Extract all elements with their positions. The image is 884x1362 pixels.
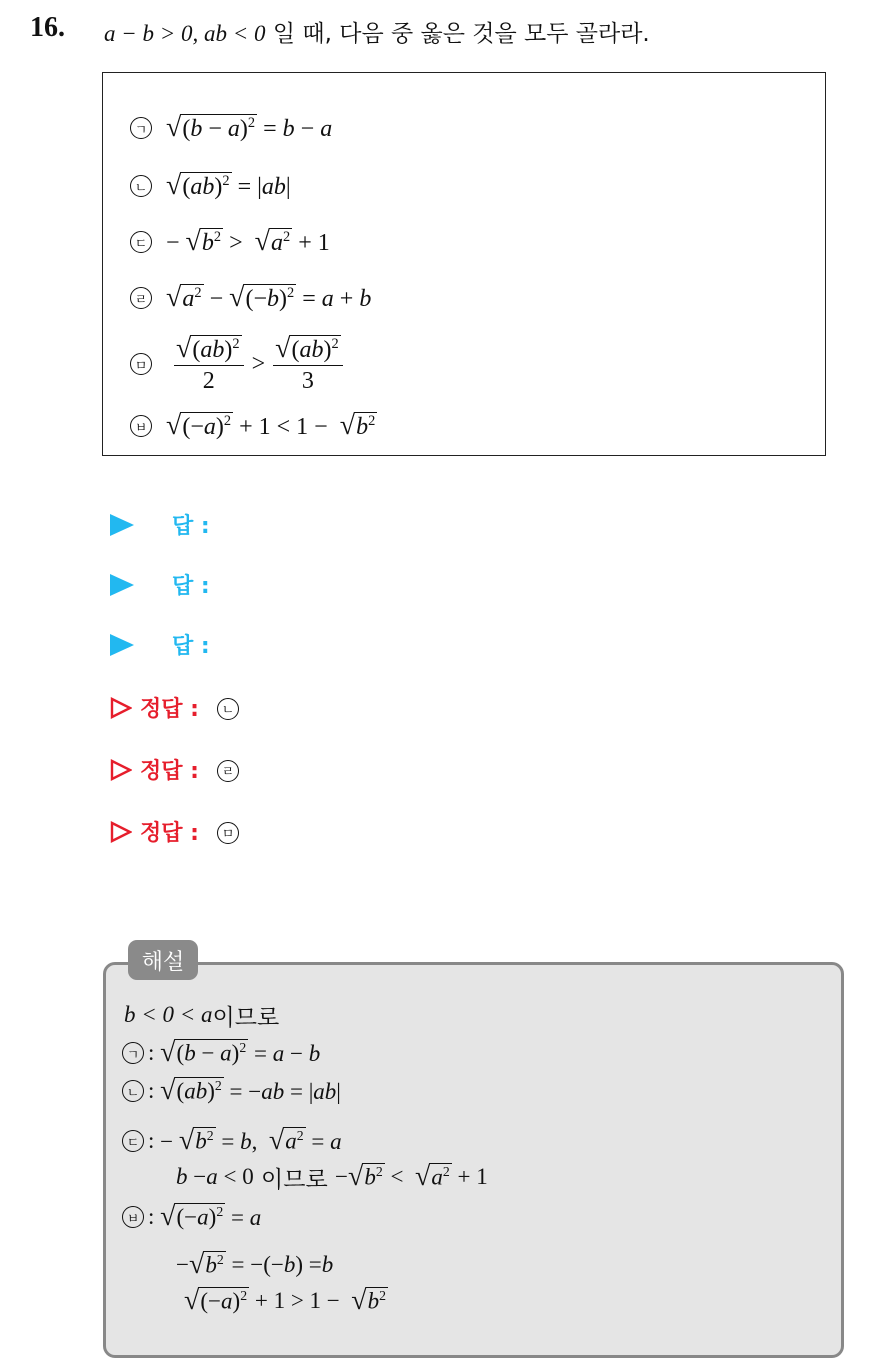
- correct-answer-row: [110, 692, 253, 723]
- choice-mark: ㄴ: [130, 175, 152, 197]
- correct-mark: ㄴ: [217, 698, 239, 720]
- question-number: 16.: [30, 12, 65, 43]
- play-triangle-icon: [110, 574, 134, 596]
- correct-label: 정답 :: [140, 697, 199, 722]
- answer-label: 답 :: [172, 514, 210, 539]
- question-text: [104, 15, 650, 48]
- answer-label: 답 :: [172, 574, 210, 599]
- choice-expression: $\frac{√(ab)^2}{2}$ > $\frac{√(ab)^2}{3}$: [166, 333, 351, 395]
- outline-triangle-icon: [110, 697, 132, 719]
- explanation-line: ㄴ : √(ab)$^2$ = −ab = |ab|: [122, 1074, 341, 1108]
- explanation-mark: ㄷ: [122, 1130, 144, 1152]
- explanation-mark: ㄱ: [122, 1042, 144, 1064]
- answer-blank-row[interactable]: [110, 569, 210, 600]
- choice-item: [130, 280, 371, 316]
- choice-item: [130, 332, 351, 396]
- explanation-line: ㄷ : − $√b^2 = b$, $√a^2 = a$: [122, 1124, 342, 1158]
- answer-blank-row[interactable]: [110, 509, 210, 540]
- explanation-expr: √(ab)$^2$ = −ab = |ab|: [160, 1075, 341, 1106]
- correct-label: 정답 :: [140, 759, 199, 784]
- answer-label: 답 :: [172, 634, 210, 659]
- explanation-expr: $√(-a)^2 = a$: [160, 1201, 262, 1232]
- explanation-math: b < 0 < a: [124, 1002, 213, 1027]
- play-triangle-icon: [110, 514, 134, 536]
- explanation-line: ㄱ : $√(b - a)^2 = a - b$: [122, 1036, 320, 1070]
- explanation-tag: 해설: [128, 940, 198, 980]
- explanation-text: 이므로: [212, 1004, 280, 1031]
- choice-expression: √(ab)$^2$ = |ab|: [166, 170, 291, 201]
- play-triangle-icon: [110, 634, 134, 656]
- choice-expression: − $√b^2 > √a^2 + 1$: [166, 226, 330, 257]
- correct-label: 정답 :: [140, 821, 199, 846]
- choice-mark: ㄹ: [130, 287, 152, 309]
- explanation-line: √ $(-a)^2$ + 1 > 1 − √ $b^2$: [184, 1285, 387, 1316]
- explanation-line: ㅂ : $√(-a)^2 = a$: [122, 1200, 261, 1234]
- choice-item: [130, 110, 332, 146]
- explanation-expr: − $√b^2 = b$, $√a^2 = a$: [160, 1125, 342, 1156]
- question-condition: a − b > 0, ab < 0: [104, 21, 266, 46]
- choice-expression: $√a^2 - √(-b)^2 = a + b$: [166, 282, 372, 313]
- choice-expression: $√(b - a)^2 = b - a$: [166, 112, 333, 143]
- answer-blank-row[interactable]: [110, 629, 210, 660]
- choice-item: [130, 408, 377, 444]
- correct-mark: ㄹ: [217, 760, 239, 782]
- choice-mark: ㄱ: [130, 117, 152, 139]
- explanation-mark: ㄴ: [122, 1080, 144, 1102]
- choice-item: [130, 224, 330, 260]
- explanation-expr: $√(b - a)^2 = a - b$: [160, 1037, 321, 1068]
- outline-triangle-icon: [110, 759, 132, 781]
- choice-mark: ㅂ: [130, 415, 152, 437]
- explanation-line: [124, 998, 279, 1032]
- correct-answer-row: [110, 754, 253, 785]
- question-prompt: 일 때, 다음 중 옳은 것을 모두 골라라.: [265, 21, 650, 47]
- choice-mark: ㄷ: [130, 231, 152, 253]
- explanation-mark: ㅂ: [122, 1206, 144, 1228]
- choice-mark: ㅁ: [130, 353, 152, 375]
- correct-mark: ㅁ: [217, 822, 239, 844]
- explanation-line: − √ $b^2$ = −(− b ) = b: [176, 1249, 334, 1280]
- choice-expression: $√(-a)^2 + 1 < 1 - √b^2$: [166, 410, 376, 441]
- explanation-line: b − a < 0 이므로 − √ $b^2$ < √ $a^2$ + 1: [176, 1161, 488, 1193]
- correct-answer-row: [110, 816, 253, 847]
- choice-item: [130, 168, 291, 204]
- outline-triangle-icon: [110, 821, 132, 843]
